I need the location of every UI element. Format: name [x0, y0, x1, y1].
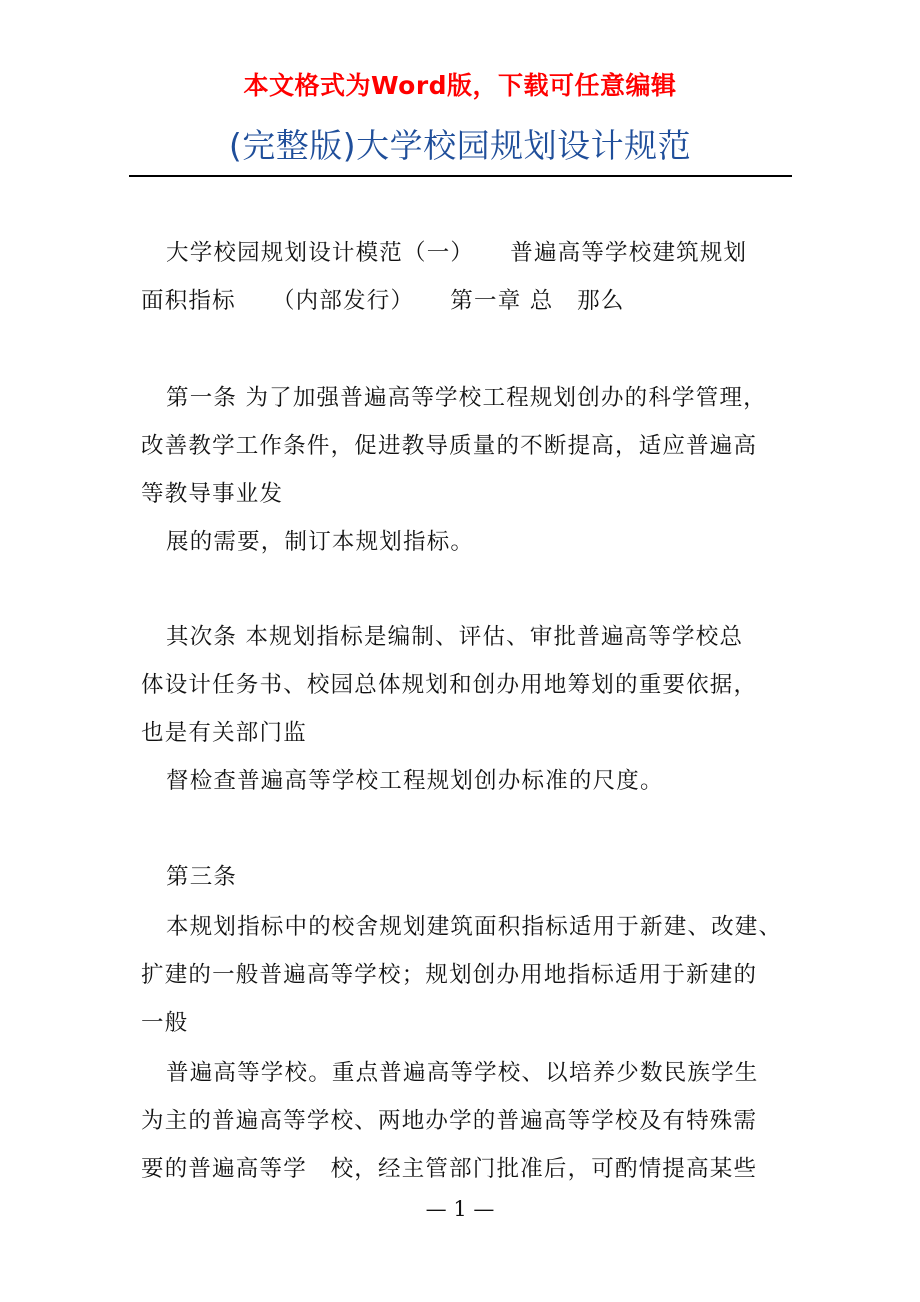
article-3-continuation-line-1: 普遍高等学校。重点普遍高等学校、以培养少数民族学生 [166, 1060, 759, 1086]
title-divider [129, 175, 792, 177]
article-2-continuation: 督检查普遍高等学校工程规划创办标准的尺度。 [166, 768, 664, 794]
article-1-continuation: 展的需要，制订本规划指标。 [166, 529, 475, 555]
article-3-continuation-line-3: 要的普遍高等学 校，经主管部门批准后，可酌情提高某些 [141, 1156, 758, 1182]
article-3-line-3: 一般 [141, 1010, 189, 1036]
document-title: (完整版)大学校园规划设计规范 [228, 126, 692, 165]
format-notice: 本文格式为Word版，下载可任意编辑 [243, 71, 677, 100]
article-1-line-1: 第一条 为了加强普遍高等学校工程规划创办的科学管理， [166, 385, 767, 411]
article-3-continuation-line-2: 为主的普遍高等学校、两地办学的普遍高等学校及有特殊需 [141, 1108, 758, 1134]
article-3-heading: 第三条 [166, 864, 238, 890]
intro-line-1: 大学校园规划设计模范（一） 普遍高等学校建筑规划 [166, 240, 748, 266]
article-1-line-2: 改善教学工作条件，促进教导质量的不断提高，适应普遍高 [141, 433, 758, 459]
page-number: — 1 — [425, 1197, 495, 1221]
article-2-line-1: 其次条 本规划指标是编制、评估、审批普遍高等学校总 [166, 624, 744, 650]
article-1-line-3: 等教导事业发 [141, 481, 284, 507]
article-3-line-2: 扩建的一般普遍高等学校；规划创办用地指标适用于新建的 [141, 962, 758, 988]
article-3-line-1: 本规划指标中的校舍规划建筑面积指标适用于新建、改建、 [166, 914, 783, 940]
article-2-line-3: 也是有关部门监 [141, 720, 307, 746]
intro-line-2: 面积指标 （内部发行） 第一章 总 那么 [141, 288, 625, 314]
article-2-line-2: 体设计任务书、校园总体规划和创办用地筹划的重要依据， [141, 672, 758, 698]
